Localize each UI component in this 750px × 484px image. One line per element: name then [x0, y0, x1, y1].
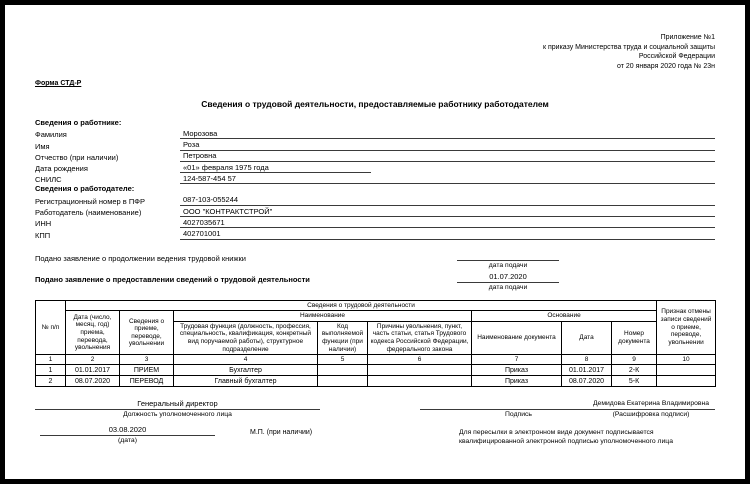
- col-header-code: Код выполняемой функции (при наличии): [318, 321, 368, 354]
- field-value: Морозова: [180, 129, 715, 140]
- col-header-event: Сведения о приеме, переводе, увольнении: [120, 311, 174, 355]
- signature-position-value: Генеральный директор: [35, 399, 320, 410]
- field-row-pfr-number: [35, 194, 715, 205]
- table-cell: ПЕРЕВОД: [120, 376, 174, 387]
- field-value: 4027035671: [180, 218, 715, 229]
- field-value: 124-587-454 57: [180, 174, 715, 185]
- field-row-birthdate: [35, 162, 715, 173]
- appendix-line: от 20 января 2020 года № 23н: [616, 62, 715, 70]
- employer-section-title: Сведения о работодателе:: [35, 184, 135, 194]
- field-value: Петровна: [180, 151, 715, 162]
- index-cell: 5: [318, 355, 368, 365]
- col-header-doc-number: Номер документа: [612, 321, 657, 354]
- signature-position-label: Должность уполномоченного лица: [123, 411, 232, 419]
- field-label: Регистрационный номер в ПФР: [35, 196, 145, 206]
- statement-book-text: Подано заявление о продолжении ведения трудовой книжки: [35, 253, 246, 263]
- table-cell: 08.07.2020: [562, 376, 612, 387]
- signature-date-label: (дата): [118, 437, 137, 445]
- field-row-kpp: [35, 228, 715, 239]
- field-row-inn: [35, 217, 715, 228]
- field-row-firstname: [35, 139, 715, 150]
- appendix-line: к приказу Министерства труда и социальной защиты: [542, 43, 715, 51]
- employment-table: [35, 300, 716, 388]
- field-value: «01» февраля 1975 года: [180, 163, 371, 174]
- statement-info-date-value: 01.07.2020: [457, 272, 559, 283]
- statement-info: [35, 272, 715, 292]
- table-row: [36, 365, 716, 376]
- index-cell: 10: [657, 355, 716, 365]
- field-label: ИНН: [35, 219, 52, 229]
- appendix-block: [35, 33, 715, 71]
- index-cell: 4: [174, 355, 318, 365]
- statement-book: [35, 251, 715, 271]
- field-value: ООО "КОНТРАКТСТРОЙ": [180, 207, 715, 218]
- col-header-doc-date: Дата: [562, 321, 612, 354]
- statement-info-date-box: [457, 272, 559, 292]
- table-cell: [657, 365, 716, 376]
- field-row-surname: [35, 128, 715, 139]
- signature-name-value: Демидова Екатерина Владимировна: [587, 399, 715, 410]
- statement-info-text: Подано заявление о предоставлении сведений о трудовой деятельности: [35, 275, 310, 285]
- field-label: Дата рождения: [35, 164, 88, 174]
- form-code: Форма СТД-Р: [35, 80, 82, 87]
- field-label: КПП: [35, 230, 51, 240]
- field-value: 087-103-055244: [180, 195, 715, 206]
- col-header-date: Дата (число, месяц, год) приема, перевода, увольнения: [66, 311, 120, 355]
- statement-book-date-box: [457, 251, 559, 271]
- document-title: Сведения о трудовой деятельности, предоставляемые работнику работодателем: [201, 99, 549, 109]
- worker-section-title: Сведения о работнике:: [35, 118, 122, 127]
- field-label: Отчество (при наличии): [35, 152, 119, 162]
- table-cell: 01.01.2017: [562, 365, 612, 376]
- statement-info-date-label: дата подачи: [488, 283, 528, 291]
- table-cell: [657, 376, 716, 387]
- electronic-signature-disclaimer: Для пересылки в электронном виде документ подписывается квалифицированной электронной подписью уполномоченного лица: [459, 429, 673, 445]
- signature-sign-label: Подпись: [505, 411, 532, 419]
- table-cell: ПРИЕМ: [120, 365, 174, 376]
- index-cell: 7: [472, 355, 562, 365]
- statement-book-date-value: [457, 251, 559, 262]
- table-cell: [368, 376, 472, 387]
- col-header-function: Трудовая функция (должность, профессия, специальность, квалификация, конкретный вид поручаемой работы), структурное подразделение: [174, 321, 318, 354]
- table-cell: Приказ: [472, 376, 562, 387]
- signature-position: [35, 399, 320, 419]
- field-value: Роза: [180, 140, 715, 151]
- field-label: СНИЛС: [35, 175, 62, 185]
- signature-date-value: 03.08.2020: [40, 425, 215, 436]
- table-cell: Бухгалтер: [174, 365, 318, 376]
- field-label: Имя: [35, 141, 50, 151]
- table-cell: Приказ: [472, 365, 562, 376]
- table-row: [36, 376, 716, 387]
- index-cell: 8: [562, 355, 612, 365]
- col-header-doc-name: Наименование документа: [472, 321, 562, 354]
- table-cell: [368, 365, 472, 376]
- field-row-snils: [35, 173, 715, 184]
- table-header-row: [36, 311, 716, 322]
- stamp-label: М.П. (при наличии): [250, 429, 313, 437]
- col-header-reasons: Причины увольнения, пункт, часть статьи, статья Трудового кодекса Российской Федерации, федерального закона: [368, 321, 472, 354]
- appendix-line: Приложение №1: [660, 34, 715, 41]
- signature-date: [40, 425, 215, 445]
- statement-book-date-label: дата подачи: [488, 262, 528, 270]
- table-header-row: [36, 300, 716, 311]
- field-row-employer-name: [35, 206, 715, 217]
- table-cell: 2: [36, 376, 66, 387]
- field-label: Фамилия: [35, 130, 67, 140]
- field-row-patronymic: [35, 151, 715, 162]
- signature-name-label: (Расшифровка подписи): [612, 411, 690, 419]
- signature-area: [35, 399, 715, 463]
- table-cell: Главный бухгалтер: [174, 376, 318, 387]
- index-cell: 2: [66, 355, 120, 365]
- field-value: 402701001: [180, 229, 715, 240]
- index-cell: 9: [612, 355, 657, 365]
- table-index-row: [36, 355, 716, 365]
- index-cell: 6: [368, 355, 472, 365]
- col-header-cancel: Признак отмены записи сведений о приеме, переводе, увольнении: [657, 300, 716, 355]
- group-header-activity: Сведения о трудовой деятельности: [66, 300, 657, 311]
- index-cell: 3: [120, 355, 174, 365]
- table-cell: 01.01.2017: [66, 365, 120, 376]
- field-label: Работодатель (наименование): [35, 208, 142, 218]
- appendix-line: Российской Федерации: [638, 53, 715, 60]
- table-cell: [318, 365, 368, 376]
- table-cell: 1: [36, 365, 66, 376]
- statements-block: [35, 251, 715, 292]
- table-cell: 08.07.2020: [66, 376, 120, 387]
- table-cell: 5-К: [612, 376, 657, 387]
- table-cell: [318, 376, 368, 387]
- group-header-basis: Основание: [472, 311, 657, 322]
- signature-name: [587, 399, 715, 419]
- table-cell: 2-К: [612, 365, 657, 376]
- col-header-num: № п/п: [36, 300, 66, 355]
- group-header-name: Наименование: [174, 311, 472, 322]
- index-cell: 1: [36, 355, 66, 365]
